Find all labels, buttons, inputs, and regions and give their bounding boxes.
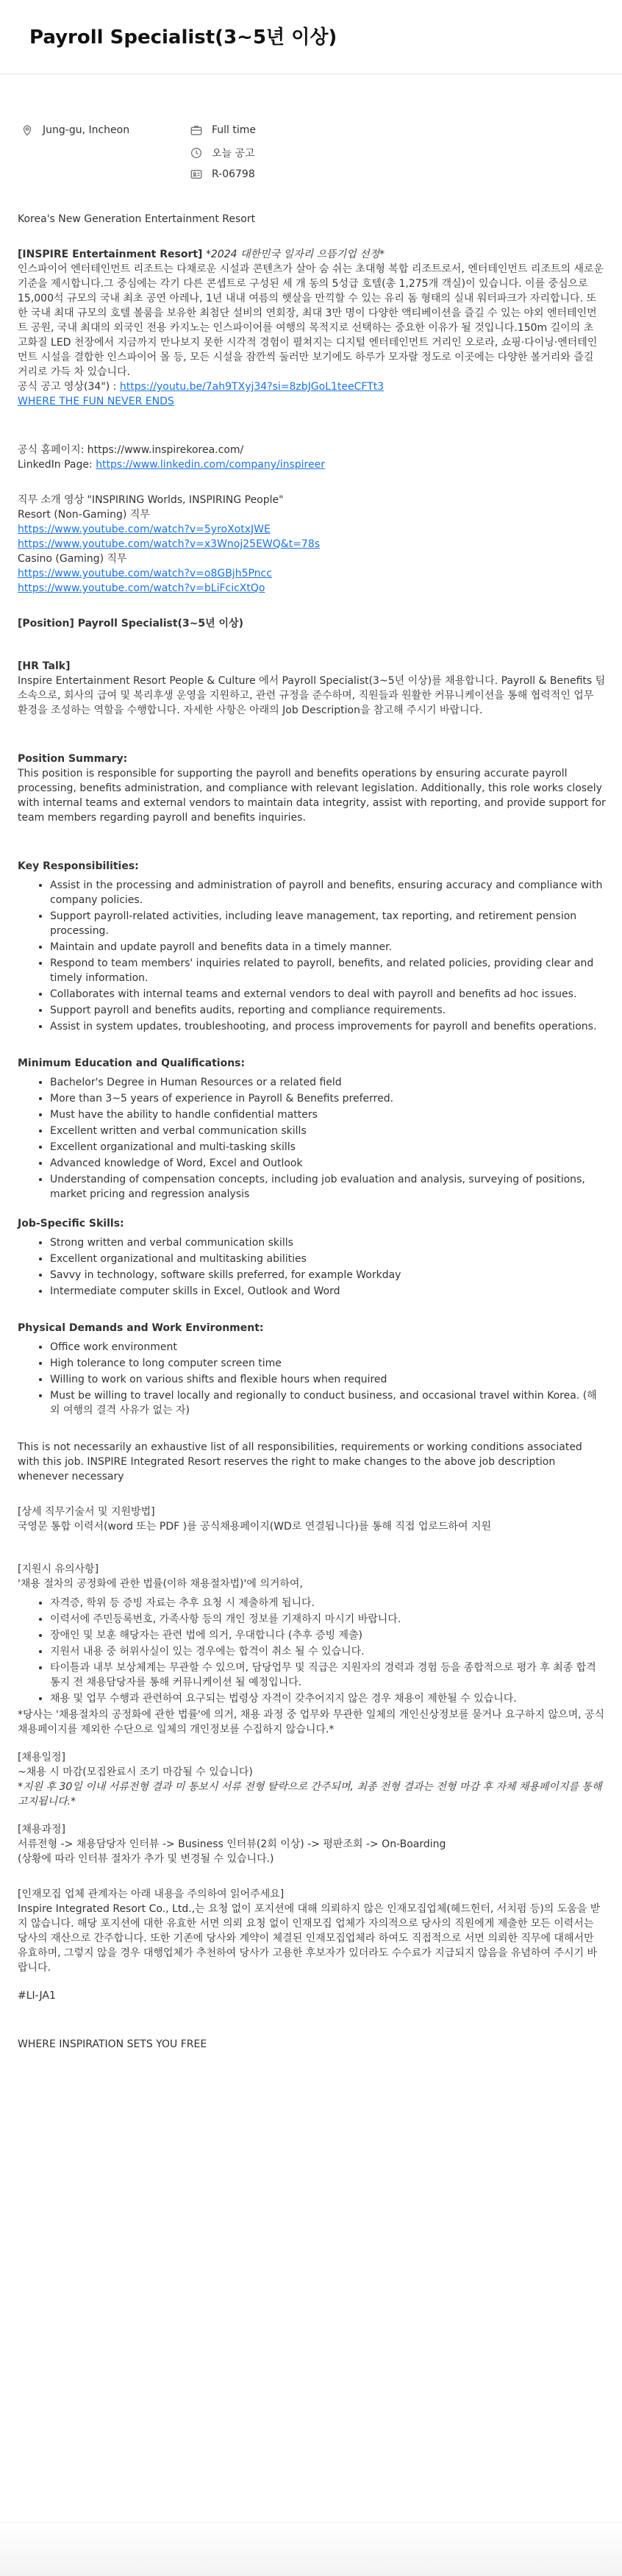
location-text: Jung-gu, Incheon bbox=[43, 124, 130, 136]
list-item: • Advanced knowledge of Word, Excel and Outlook bbox=[50, 1156, 606, 1171]
skills-title: Job-Specific Skills: bbox=[18, 1218, 124, 1230]
briefcase-icon bbox=[190, 124, 203, 137]
inspire-video bbox=[18, 379, 606, 394]
schedule-line-2: *지원 후 30일 이내 서류전형 결과 미 통보시 서류 전형 탈락으로 간주되며, 최종 전형 결과는 전형 마감 후 자체 채용페이지를 통해 고지됩니다.* bbox=[18, 1781, 602, 1808]
page-title: Payroll Specialist(3~5년 이상) bbox=[29, 26, 337, 49]
slogan-row bbox=[18, 394, 606, 409]
hr-talk-body: Inspire Entertainment Resort People & Culture 에서 Payroll Specialist(3~5년 이상)를 채용합니다. Payroll & Benefits 팀 소속으로, 회사의 급여 및 복리후생 운영을 지원하고, 관련 규정을 준수하며, 직원들과 원활한 커뮤니케이션을 통해 협력적인 업무 환경을 조성하는 역할을 수행합니다. 자세한 사항은 아래의 Job Description을 참고해 주시기 바랍니다. bbox=[18, 675, 606, 716]
list-item: • Understanding of compensation concepts, including job evaluation and analysis, surveying of positions, market pricing and regression analysis bbox=[50, 1172, 606, 1202]
headhunter-title: [인재모집 업체 관계자는 아래 내용을 주의하여 읽어주세요] bbox=[18, 1888, 285, 1900]
environment-title: Physical Demands and Work Environment: bbox=[18, 1322, 264, 1334]
inspire-video-link[interactable]: https://youtu.be/7ah9TXyj34?si=8zbJGoL1teeCFTt3 bbox=[119, 381, 385, 393]
inspire-body: 인스파이어 엔터테인먼트 리조트는 다채로운 시설과 콘텐츠가 살아 숨 쉬는 초대형 복합 리조트로서, 엔터테인먼트 리조트의 새로운 기준을 제시합니다.그 중심에는 각기 다른 콘셉트로 구성된 세 개 동의 5성급 호텔(총 1,275개 객실)이 있습니다. 이를 중심으로 15,000석 규모의 국내 최초 공연 아레나, 1년 내내 여름의 햇살을 만끽할 수 있는 유리 돔 형태의 실내 워터파크가 자리합니다. 또한 국내 최대 규모의 호텔 볼룸을 보유한 최첨단 설비의 연회장, 최대 3만 명이 다양한 액티베이션을 즐길 수 있는 야외 엔터테인먼트 공원, 국내 최대의 외국인 전용 카지노는 인스파이어를 여행의 목적지로 선택하는 중요한 이유가 될 것입니다.150m 길이의 초 고화질 LED 천장에서 지금까지 만나보지 못한 시각적 경험이 펼쳐지는 디지털 엔터테인먼트 거리인 오로라, 쇼핑·다이닝·엔터테인먼트 시설을 결합한 인스파이어 몰 등, 모든 시설을 잠깐씩 둘러만 보기에도 하루가 모자랄 정도로 이곳에는 다양한 볼거리와 즐길 거리로 가득 차 있습니다. bbox=[18, 263, 604, 378]
linkedin-label: LinkedIn Page: bbox=[18, 459, 93, 471]
company-tagline: Korea's New Generation Entertainment Resort bbox=[18, 213, 256, 225]
location-pin-icon bbox=[21, 124, 34, 137]
list-item: • Support payroll and benefits audits, reporting and compliance requirements. bbox=[50, 1003, 606, 1018]
summary-body: This position is responsible for supporting the payroll and benefits operations by ensuring accurate payroll processing, benefits administration, and compliance with relevant legislation. Additionally, this role works closely with internal teams and external vendors to maintain data integrity, assist with reporting, and provide support for team members regarding payroll and benefits inquiries. bbox=[18, 768, 606, 824]
process-line-2: (상황에 따라 인터뷰 절차가 추가 및 변경될 수 있습니다.) bbox=[18, 1853, 274, 1865]
slogan-link[interactable]: WHERE THE FUN NEVER ENDS bbox=[18, 396, 174, 407]
process-title: [채용과정] bbox=[18, 1824, 66, 1835]
application-title: [상세 직무기술서 및 지원방법] bbox=[18, 1506, 155, 1518]
list-item: • 이력서에 주민등록번호, 가족사항 등의 개인 정보를 기재하지 마시기 바랍니다. bbox=[50, 1612, 606, 1627]
list-item: • Respond to team members' inquiries related to payroll, benefits, and related policies, providing clear and timely information. bbox=[50, 956, 606, 985]
list-item: • Bachelor's Degree in Human Resources or a related field bbox=[50, 1075, 606, 1090]
linkedin-link[interactable]: https://www.linkedin.com/company/inspireer bbox=[96, 459, 325, 471]
req-id-text: R-06798 bbox=[212, 168, 255, 180]
list-item: • Intermediate computer skills in Excel, Outlook and Word bbox=[50, 1284, 606, 1299]
id-card-icon bbox=[190, 168, 203, 181]
casino-video-link-2[interactable]: https://www.youtube.com/watch?v=bLiFcicXtQo bbox=[18, 582, 265, 594]
notes-title: [지원시 유의사항] bbox=[18, 1563, 99, 1575]
inspire-award: *2024 대한민국 일자리 으뜸기업 선정* bbox=[205, 249, 385, 260]
list-item: • Strong written and verbal communication skills bbox=[50, 1235, 606, 1250]
notes-intro: '채용 절차의 공정화에 관한 법률(이하 채용절차법)'에 의거하여, bbox=[18, 1578, 303, 1590]
education-title: Minimum Education and Qualifications: bbox=[18, 1057, 246, 1069]
notes-footnote: *당사는 '채용절차의 공정화에 관한 법률'에 의거, 채용 과정 중 업무와 무관한 일체의 개인신상정보를 묻거나 요구하지 않으며, 공식 채용페이지를 제외한 수단으로 일체의 개인정보를 수집하지 않습니다.* bbox=[18, 1709, 605, 1735]
clock-icon bbox=[190, 146, 203, 160]
list-item: • More than 3~5 years of experience in Payroll & Benefits preferred. bbox=[50, 1091, 606, 1106]
inspire-heading bbox=[18, 247, 606, 262]
schedule-title: [채용일정] bbox=[18, 1752, 66, 1763]
casino-jobs-label: Casino (Gaming) 직무 bbox=[18, 553, 127, 565]
list-item: • Support payroll-related activities, including leave management, tax reporting, and retirement pension processing. bbox=[50, 909, 606, 938]
responsibilities-title: Key Responsibilities: bbox=[18, 860, 139, 872]
list-item: • 채용 및 업무 수행과 관련하여 요구되는 법령상 자격이 갖추어지지 않은 경우 채용이 제한될 수 있습니다. bbox=[50, 1691, 606, 1706]
notes-list bbox=[18, 1596, 606, 1706]
education-list bbox=[18, 1075, 606, 1202]
list-item: • 자격증, 학위 등 증빙 자료는 추후 요청 시 제출하게 됩니다. bbox=[50, 1596, 606, 1610]
headhunter-body: Inspire Integrated Resort Co., Ltd.,는 요청 없이 포지션에 대해 의뢰하지 않은 인재모집업체(헤드헌터, 서치펌 등)의 도움을 받지 않습니다. 해당 포지션에 대한 유효한 서면 의뢰 요청 없이 인재모집 업체가 자의적으로 당사의 직원에게 제출한 모든 이력서는 당사의 재산으로 간주합니다. 또한 기존에 당사와 계약이 체결된 인재모집업체라 하여도 직접적으로 서면 의뢰한 직무에 대해서만 유효하며, 그렇지 않을 경우 대행업체가 추천하여 당사가 고용한 후보자가 있더라도 수수료가 지급되지 않음을 유념하여 주시기 바랍니다. bbox=[18, 1903, 601, 1974]
skills-list bbox=[18, 1235, 606, 1299]
resort-video-link-1[interactable]: https://www.youtube.com/watch?v=5yroXotxJWE bbox=[18, 524, 271, 535]
list-item: • Collaborates with internal teams and external vendors to deal with payroll and benefits ad hoc issues. bbox=[50, 987, 606, 1002]
resort-video-link-2[interactable]: https://www.youtube.com/watch?v=x3Wnoj25EWQ&t=78s bbox=[18, 538, 321, 550]
list-item: • High tolerance to long computer screen time bbox=[50, 1356, 606, 1371]
hr-talk-title: [HR Talk] bbox=[18, 660, 71, 672]
job-description bbox=[18, 212, 606, 2052]
employment-type-row bbox=[190, 124, 256, 137]
position-heading: [Position] Payroll Specialist(3~5년 이상) bbox=[18, 618, 244, 629]
list-item: • Excellent organizational and multitasking abilities bbox=[50, 1252, 606, 1266]
job-meta bbox=[21, 124, 609, 190]
video-intro-title: 직무 소개 영상 "INSPIRING Worlds, INSPIRING People" bbox=[18, 494, 284, 506]
req-id-row bbox=[190, 168, 255, 181]
list-item: • Excellent written and verbal communication skills bbox=[50, 1124, 606, 1138]
list-item: • Savvy in technology, software skills preferred, for example Workday bbox=[50, 1268, 606, 1282]
list-item: • Maintain and update payroll and benefits data in a timely manner. bbox=[50, 940, 606, 955]
summary-title: Position Summary: bbox=[18, 753, 128, 765]
list-item: • Office work environment bbox=[50, 1340, 606, 1355]
posted-text: 오늘 공고 bbox=[212, 148, 255, 160]
closing-slogan: WHERE INSPIRATION SETS YOU FREE bbox=[18, 2038, 207, 2050]
inspire-video-label: 공식 공고 영상(34") : bbox=[18, 381, 117, 393]
location-row bbox=[21, 124, 129, 137]
page-header bbox=[0, 0, 622, 74]
list-item: • 지원서 내용 중 허위사실이 있는 경우에는 합격이 취소 될 수 있습니다. bbox=[50, 1644, 606, 1659]
employment-type-text: Full time bbox=[212, 124, 257, 136]
list-item: • Assist in system updates, troubleshooting, and process improvements for payroll and benefits operations. bbox=[50, 1019, 606, 1034]
list-item: • 타이틀과 내부 보상체계는 무관할 수 있으며, 담당업무 및 직급은 지원자의 경력과 경험 등을 종합적으로 평가 후 최종 합격 통지 전 채용담당자를 통해 커뮤니케이션 될 예정입니다. bbox=[50, 1660, 606, 1690]
resort-jobs-label: Resort (Non-Gaming) 직무 bbox=[18, 509, 150, 521]
responsibilities-list bbox=[18, 878, 606, 1034]
environment-list bbox=[18, 1340, 606, 1418]
list-item: • 장애인 및 보훈 해당자는 관련 법에 의거, 우대합니다 (추후 증빙 제출) bbox=[50, 1628, 606, 1643]
process-line-1: 서류전형 -> 채용담당자 인터뷰 -> Business 인터뷰(2회 이상) -> 평판조회 -> On-Boarding bbox=[18, 1838, 446, 1850]
list-item: • Willing to work on various shifts and flexible hours when required bbox=[50, 1372, 606, 1387]
schedule-line-1: ~채용 시 마감(모집완료시 조기 마감될 수 있습니다) bbox=[18, 1766, 253, 1778]
list-item: • Assist in the processing and administration of payroll and benefits, ensuring accuracy and compliance with company policies. bbox=[50, 878, 606, 907]
application-body: 국영문 통합 이력서(word 또는 PDF )를 공식채용페이지(WD로 연결됩니다)를 통해 직접 업로드하여 지원 bbox=[18, 1521, 491, 1533]
list-item: • Must have the ability to handle confidential matters bbox=[50, 1107, 606, 1122]
hashtag-text: #LI-JA1 bbox=[18, 1990, 56, 2002]
posted-row bbox=[190, 146, 255, 160]
linkedin-row bbox=[18, 457, 606, 472]
list-item: • Excellent organizational and multi-tasking skills bbox=[50, 1140, 606, 1155]
list-item: • Must be willing to travel locally and regionally to conduct business, and occasional travel within Korea. (해외 여행의 결격 사유가 없는 자) bbox=[50, 1388, 606, 1418]
page-footer bbox=[0, 2522, 622, 2576]
disclaimer-text: This is not necessarily an exhaustive list of all responsibilities, requirements or working conditions associated with this job. INSPIRE Integrated Resort reserves the right to make changes to the above job description whenever necessary bbox=[18, 1441, 582, 1483]
inspire-title: [INSPIRE Entertainment Resort] bbox=[18, 249, 203, 260]
casino-video-link-1[interactable]: https://www.youtube.com/watch?v=o8GBjh5Pncc bbox=[18, 568, 272, 579]
homepage-text: 공식 홈페이지: https://www.inspirekorea.com/ bbox=[18, 444, 244, 456]
